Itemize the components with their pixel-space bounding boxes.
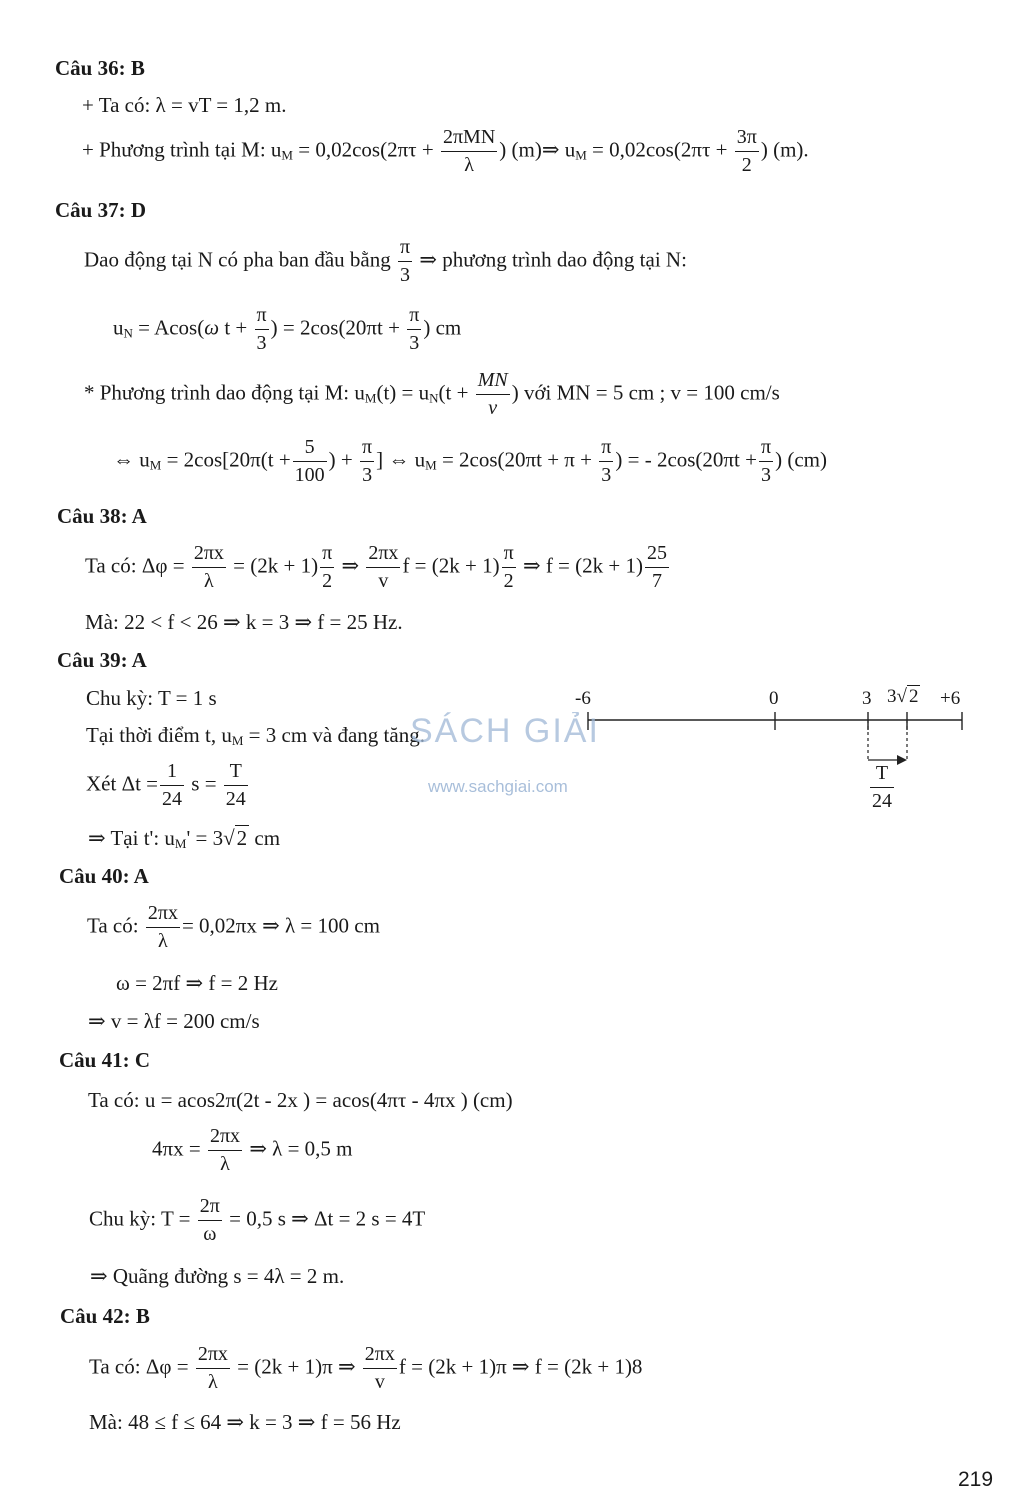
fraction: $\frac{2\pi x}{\lambda}$ (197, 1343, 228, 1393)
arrow-head (897, 755, 907, 765)
fraction: $\frac{\pi}{3}$ (409, 304, 420, 354)
q39-line-2: Tại thời điểm t, $u_M = 3$ cm và đang tăng. (86, 723, 425, 748)
fraction: $\frac{\pi}{3}$ (760, 436, 772, 486)
q39-line-4: ⇒ Tại t': $u_M' = 3√2$ cm (88, 826, 281, 851)
fraction: $\frac{2\pi x}{\lambda}$ (147, 902, 178, 952)
q40-line-1: Ta có: $\frac{2\pi x}{\lambda}$ = 0,02πx ⇒ λ = 100 cm (87, 900, 380, 955)
fraction: $\frac{2\pi x}{\lambda}$ (209, 1125, 241, 1175)
fraction: $\frac{\pi}{2}$ (503, 542, 514, 592)
axis-label-zero: 0 (769, 688, 779, 709)
q37-line-2: $u_N = Acos(\omega$ t + $\frac{\pi}{3}$ ) = 2cos(20πt + $\frac{\pi}{3}$ ) cm (113, 302, 461, 357)
axis-label-3: 3 (862, 688, 872, 709)
fraction: $\frac{T}{24}$ (225, 760, 246, 810)
page-number: 219 (958, 1468, 994, 1491)
question-42-heading: Câu 42: B (60, 1304, 150, 1328)
fraction: $\frac{25}{7}$ (646, 542, 667, 592)
q37-line-3: * Phương trình dao động tại M: $u_M(t) = u_N(t$ + $\frac{MN}{v}$ ) với MN = 5 cm ; v = 100 cm/s (84, 367, 780, 422)
fraction: $\frac{\pi}{3}$ (362, 436, 373, 486)
q36-line-2: + Phương trình tại M: $u_M = 0,02\cos(2\pi\tau$ + $\frac{\text{2πMN}}{\lambda}$ ) (m)⇒ $u_M = 0,02\cos(2\pi\tau$ + $\frac{3\pi}{2}$ ) (m). (82, 124, 809, 179)
q38-line-1: Ta có: Δφ = $\frac{2\pi x}{\lambda}$ = (2k + 1) $\frac{\pi}{2}$ ⇒ $\frac{2\pi x}{v}$ f = (2k + 1) $\frac{\pi}{2}$ ⇒ f = (2k + 1) $\frac{25}{7}$ (85, 540, 671, 595)
q40-line-3: ⇒ v = λf = 200 cm/s (88, 1009, 260, 1033)
fraction: $\frac{2\pi}{\omega}$ (199, 1195, 220, 1245)
watermark-logo: SÁCH GIẢI (410, 712, 600, 750)
axis-label-min: -6 (575, 688, 591, 709)
fraction: $\frac{\text{2πMN}}{\lambda}$ (442, 126, 496, 176)
q38-line-2: Mà: 22 < f < 26 ⇒ k = 3 ⇒ f = 25 Hz. (85, 610, 403, 634)
q37-line-1: Dao động tại N có pha ban đầu bằng $\frac{\pi}{3}$ ⇒ phương trình dao động tại N: (84, 234, 687, 289)
q41-line-4: ⇒ Quãng đường s = 4λ = 2 m. (90, 1264, 345, 1288)
question-39-heading: Câu 39: A (57, 648, 147, 672)
fraction: $\frac{3\pi}{2}$ (736, 126, 757, 176)
q41-line-1: Ta có: u = acos2π(2t - 2x ) = acos(4πτ - 4πx ) (cm) (88, 1088, 513, 1112)
fraction: $\frac{2\pi x}{v}$ (364, 1343, 395, 1393)
q42-line-1: Ta có: Δφ = $\frac{2\pi x}{\lambda}$ = (2k + 1)π ⇒ $\frac{2\pi x}{v}$ f = (2k + 1)π ⇒ f = (2k + 1)8 (89, 1341, 642, 1396)
q41-line-3: Chu kỳ: T = $\frac{2\pi}{\omega}$ = 0,5 s ⇒ Δt = 2 s = 4T (89, 1193, 425, 1248)
fraction: $\frac{\pi}{3}$ (400, 236, 411, 286)
q39-line-3: Xét Δt = $\frac{1}{24}$ s = $\frac{T}{24}$ (86, 758, 250, 813)
question-40-heading: Câu 40: A (59, 864, 149, 888)
fraction: $\frac{2\pi x}{v}$ (368, 542, 399, 592)
q37-line-4: ⇔ $u_M = 2\cos[20\pi(t$ + $\frac{5}{100}$ ) + $\frac{\pi}{3}$ ] ⇔ $u_M = 2\cos(20\pi t + \pi$ + $\frac{\pi}{3}$ ) = - 2cos(20πt + $\frac{\pi}{3}$ ) (cm) (113, 434, 827, 489)
q42-line-2: Mà: 48 ≤ f ≤ 64 ⇒ k = 3 ⇒ f = 56 Hz (89, 1410, 401, 1434)
interval-fraction: $\frac{T}{24}$ (872, 762, 892, 812)
fraction: $\frac{\pi}{3}$ (256, 304, 267, 354)
question-36-heading: Câu 36: B (55, 56, 145, 80)
question-37-heading: Câu 37: D (55, 198, 147, 222)
question-38-heading: Câu 38: A (57, 504, 147, 528)
fraction: $\frac{MN}{v}$ (477, 369, 508, 419)
watermark-url: www.sachgiai.com (428, 777, 568, 796)
question-41-heading: Câu 41: C (59, 1048, 151, 1072)
sqrt-symbol: √ (223, 826, 235, 850)
q40-line-2: ω = 2πf ⇒ f = 2 Hz (116, 971, 278, 995)
axis-label-max: +6 (940, 688, 961, 709)
axis-label-3-root-2: 3√ 2 (887, 686, 919, 707)
fraction: $\frac{\pi}{3}$ (601, 436, 612, 486)
fraction: $\frac{\pi}{2}$ (322, 542, 333, 592)
q39-line-1: Chu kỳ: T = 1 s (86, 686, 217, 710)
fraction: $\frac{1}{24}$ (162, 760, 183, 810)
fraction: $\frac{2\pi x}{\lambda}$ (193, 542, 224, 592)
q41-line-2: 4πx = $\frac{2\pi x}{\lambda}$ ⇒ λ = 0,5 m (152, 1123, 353, 1178)
fraction: $\frac{5}{100}$ (294, 436, 325, 486)
q36-line-1: + Ta có: λ = vT = 1,2 m. (82, 93, 287, 117)
